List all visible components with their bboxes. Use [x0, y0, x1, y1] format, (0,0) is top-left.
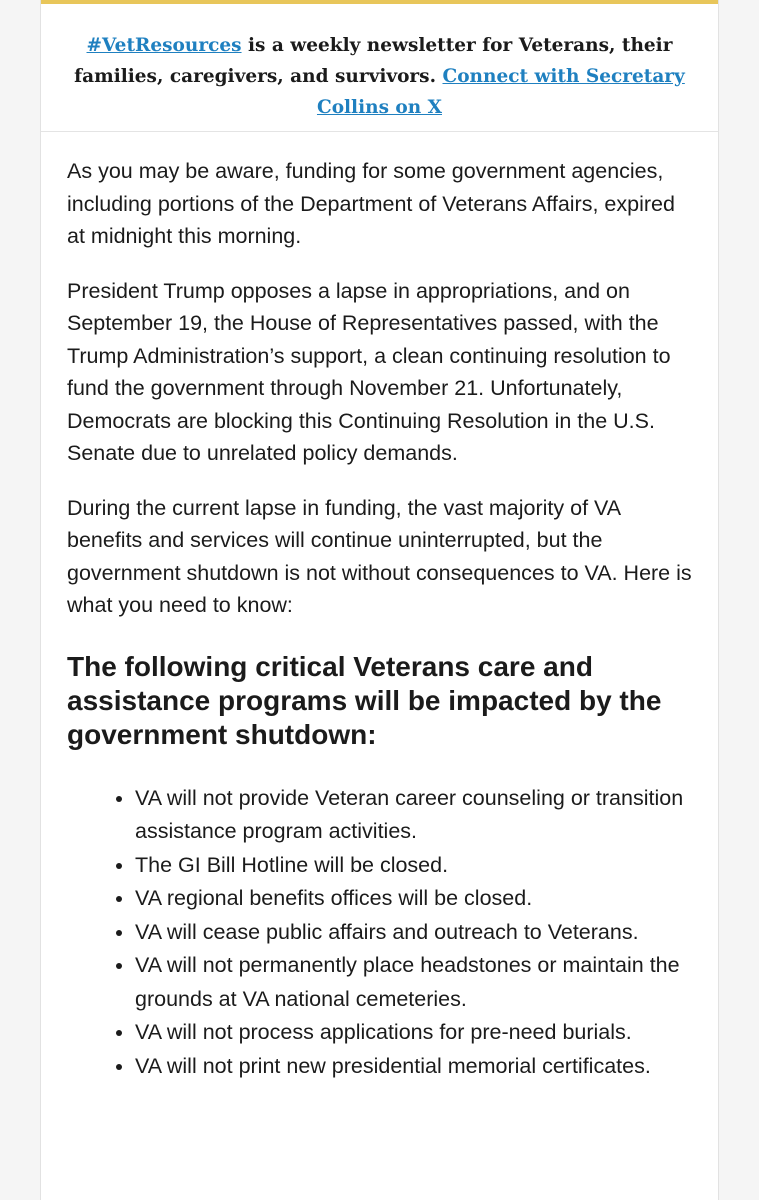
newsletter-body [41, 132, 718, 1083]
list-item: • VA will not print new presidential memorial certificates. [135, 1050, 692, 1084]
list-item: • VA will cease public affairs and outreach to Veterans. [135, 916, 692, 950]
list-item: • The GI Bill Hotline will be closed. [135, 849, 692, 883]
intro-text: is a weekly newsletter for Veterans, their families, caregivers, and survivors. [74, 35, 673, 87]
list-item: • VA regional benefits offices will be closed. [135, 882, 692, 916]
newsletter-intro [41, 4, 718, 132]
list-item: • VA will not process applications for pre-need burials. [135, 1016, 692, 1050]
impacted-programs-heading: The following critical Veterans care and assistance programs will be impacted by the government shutdown: [67, 650, 662, 750]
impacted-programs-list [67, 782, 692, 1084]
newsletter-frame [40, 0, 719, 1200]
vetresources-hashtag-link[interactable]: #VetResources [86, 35, 242, 56]
list-item: • VA will not provide Veteran career counseling or transition assistance program activities. [135, 782, 692, 849]
paragraph-funding-expired: As you may be aware, funding for some government agencies, including portions of the Department of Veterans Affairs, expired at midnight this morning. [67, 159, 675, 248]
paragraph-continuing-resolution: President Trump opposes a lapse in appropriations, and on September 19, the House of Representatives passed, with the Trump Administration’s support, a clean continuing resolution to fund the government through November 21. Unfortunately, Democrats are blocking this Continuing Resolution in the U.S. Senate due to unrelated policy demands. [67, 278, 671, 465]
connect-secretary-link[interactable]: Connect with Secretary Collins on X [316, 66, 685, 118]
list-item: • VA will not permanently place headstones or maintain the grounds at VA national cemeteries. [135, 949, 692, 1016]
paragraph-lapse-consequences: During the current lapse in funding, the vast majority of VA benefits and services will continue uninterrupted, but the government shutdown is not without consequences to VA. Here is what you need to know: [67, 495, 692, 617]
